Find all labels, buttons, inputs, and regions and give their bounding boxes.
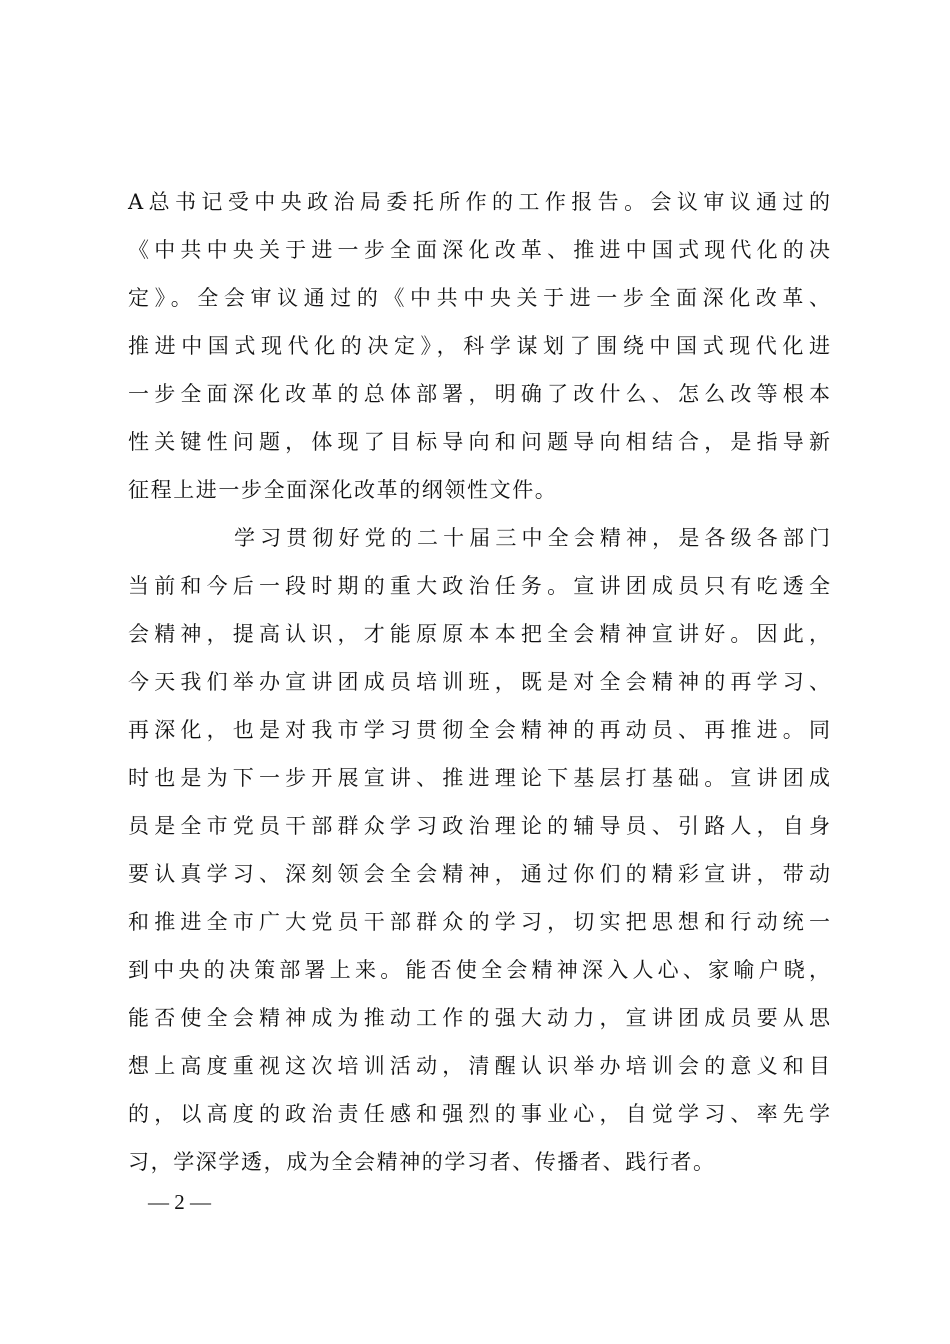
text-line: 时也是为下一步开展宣讲、推进理论下基层打基础。宣讲团成	[128, 766, 830, 790]
page-number: — 2 —	[148, 1190, 211, 1214]
text-line: 当前和今后一段时期的重大政治任务。宣讲团成员只有吃透全	[128, 574, 830, 598]
paragraph-2	[128, 518, 848, 1190]
text-line: 征程上进一步全面深化改革的纲领性文件。	[128, 478, 558, 502]
text-line: 一步全面深化改革的总体部署，明确了改什么、怎么改等根本	[128, 382, 830, 406]
text-line: 再深化，也是对我市学习贯彻全会精神的再动员、再推进。同	[128, 718, 830, 742]
text-line: 想上高度重视这次培训活动，清醒认识举办培训会的意义和目	[128, 1054, 830, 1078]
text-line: 的，以高度的政治责任感和强烈的事业心，自觉学习、率先学	[128, 1102, 830, 1126]
document-body	[128, 182, 848, 1190]
text-line-indented: 学习贯彻好党的二十届三中全会精神，是各级各部门	[234, 526, 830, 550]
text-line: 定》。全会审议通过的《中共中央关于进一步全面深化改革、	[128, 286, 830, 310]
text-line: 习，学深学透，成为全会精神的学习者、传播者、践行者。	[128, 1150, 716, 1174]
text-line: 和推进全市广大党员干部群众的学习，切实把思想和行动统一	[128, 910, 830, 934]
paragraph-1	[128, 182, 848, 518]
text-line: 《中共中央关于进一步全面深化改革、推进中国式现代化的决	[128, 238, 830, 262]
text-line: 今天我们举办宣讲团成员培训班，既是对全会精神的再学习、	[128, 670, 830, 694]
text-line: 要认真学习、深刻领会全会精神，通过你们的精彩宣讲，带动	[128, 862, 830, 886]
text-line: 推进中国式现代化的决定》，科学谋划了围绕中国式现代化进	[128, 334, 830, 358]
text-line: 会精神，提高认识，才能原原本本把全会精神宣讲好。因此，	[128, 622, 830, 646]
text-line: A总书记受中央政治局委托所作的工作报告。会议审议通过的	[128, 190, 830, 214]
text-line: 能否使全会精神成为推动工作的强大动力，宣讲团成员要从思	[128, 1006, 830, 1030]
text-line: 到中央的决策部署上来。能否使全会精神深入人心、家喻户晓，	[128, 958, 830, 982]
text-line: 员是全市党员干部群众学习政治理论的辅导员、引路人，自身	[128, 814, 830, 838]
text-line: 性关键性问题，体现了目标导向和问题导向相结合，是指导新	[128, 430, 830, 454]
